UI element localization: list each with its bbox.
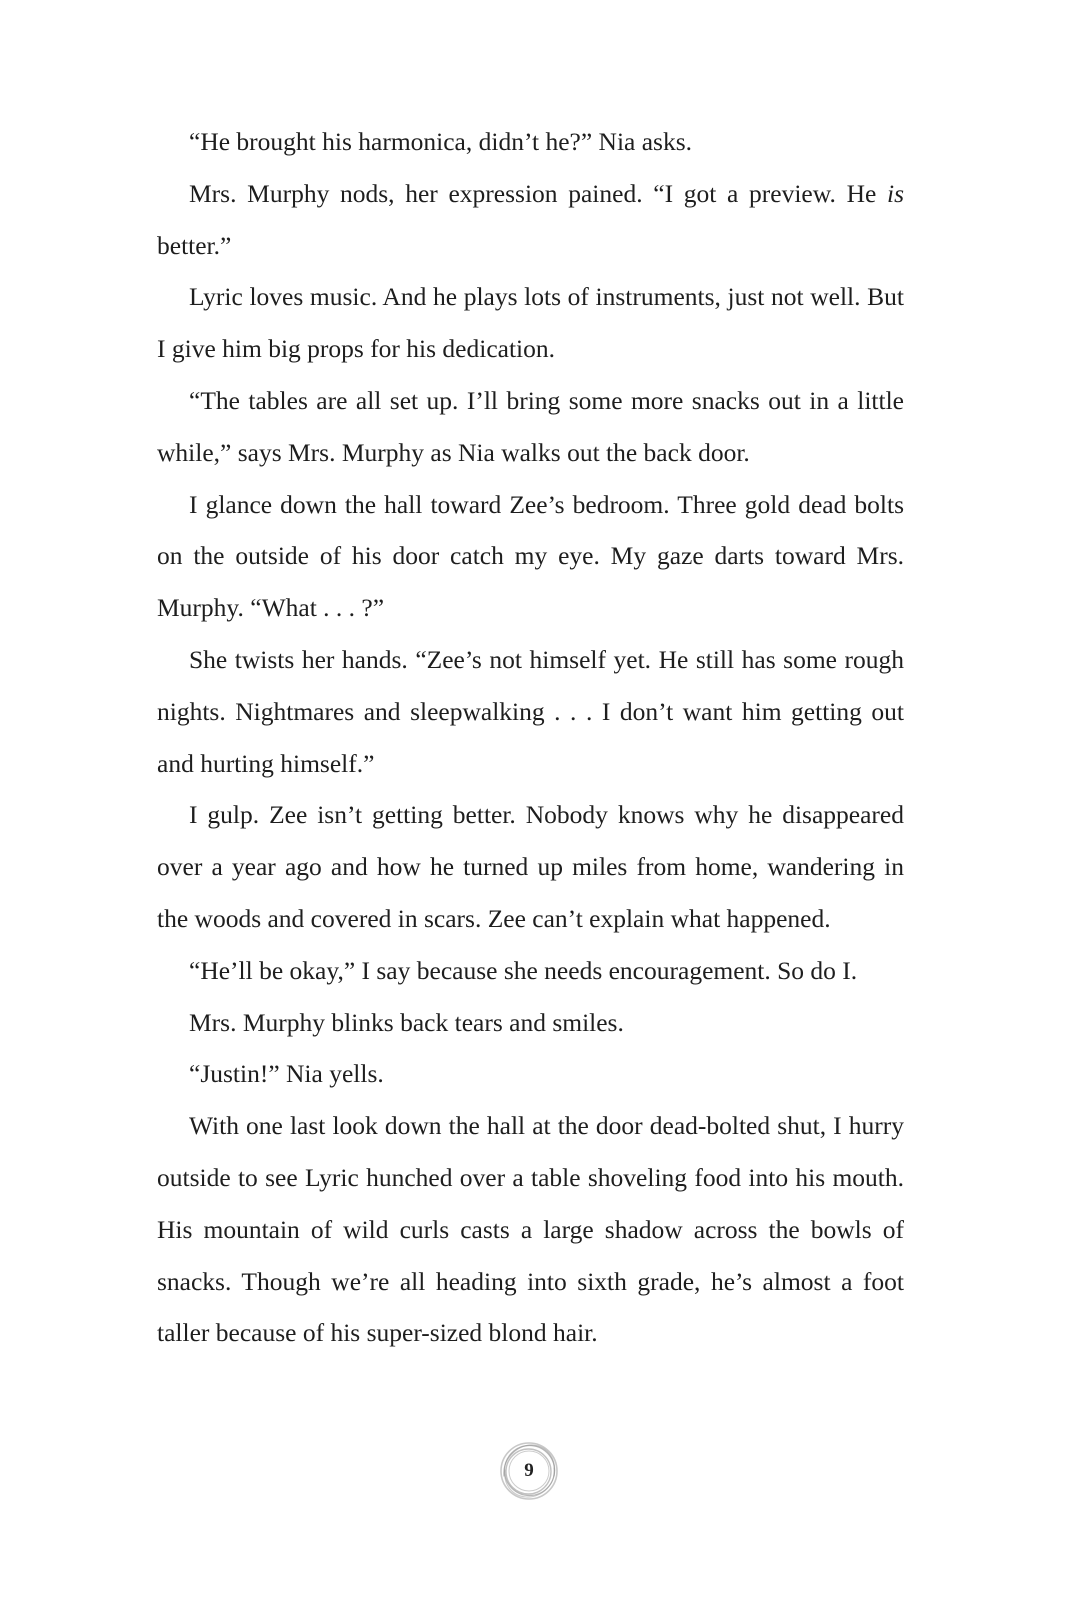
paragraph-4: “The tables are all set up. I’ll bring some more snacks out in a little while,” says Mrs. Murphy as Nia walks out the back door. bbox=[157, 385, 904, 467]
paragraph-10: “Justin!” Nia yells. bbox=[189, 1059, 384, 1089]
paragraph-8: “He’ll be okay,” I say because she needs encouragement. So do I. bbox=[189, 955, 858, 985]
paragraph-11: With one last look down the hall at the door dead-bolted shut, I hurry outside to see Lyric hunched over a table shoveling food into his mouth. His mountain of wild curls casts a large shadow across the bowls of snacks. Though we’re all heading into sixth grade, he’s almost a foot taller because of his super-sized blond hair. bbox=[157, 1111, 904, 1348]
page-body bbox=[157, 116, 904, 1359]
paragraph-2-text-a: Mrs. Murphy nods, her expression pained. “I got a preview. He bbox=[189, 178, 887, 208]
page-number: 9 bbox=[524, 1460, 534, 1481]
paragraph-7: I gulp. Zee isn’t getting better. Nobody knows why he disappeared over a year ago and how he turned up miles from home, wandering in the woods and covered in scars. Zee can’t explain what happened. bbox=[157, 800, 904, 933]
paragraph-3: Lyric loves music. And he plays lots of instruments, just not well. But I give him big props for his dedication. bbox=[157, 282, 904, 364]
paragraph-5: I glance down the hall toward Zee’s bedroom. Three gold dead bolts on the outside of his door catch my eye. My gaze darts toward Mrs. Murphy. “What . . . ?” bbox=[157, 489, 904, 623]
page-number-badge bbox=[498, 1440, 560, 1502]
paragraph-2-italic: is bbox=[886, 178, 904, 208]
paragraph-9: Mrs. Murphy blinks back tears and smiles. bbox=[189, 1007, 624, 1037]
paragraph-1: “He brought his harmonica, didn’t he?” Nia asks. bbox=[189, 127, 693, 156]
paragraph-2 bbox=[157, 168, 904, 272]
paragraph-2-text-b: better.” bbox=[157, 230, 232, 260]
paragraph-6: She twists her hands. “Zee’s not himself yet. He still has some rough nights. Nightmares and sleepwalking . . . I don’t want him getting out and hurting himself.” bbox=[157, 644, 904, 778]
